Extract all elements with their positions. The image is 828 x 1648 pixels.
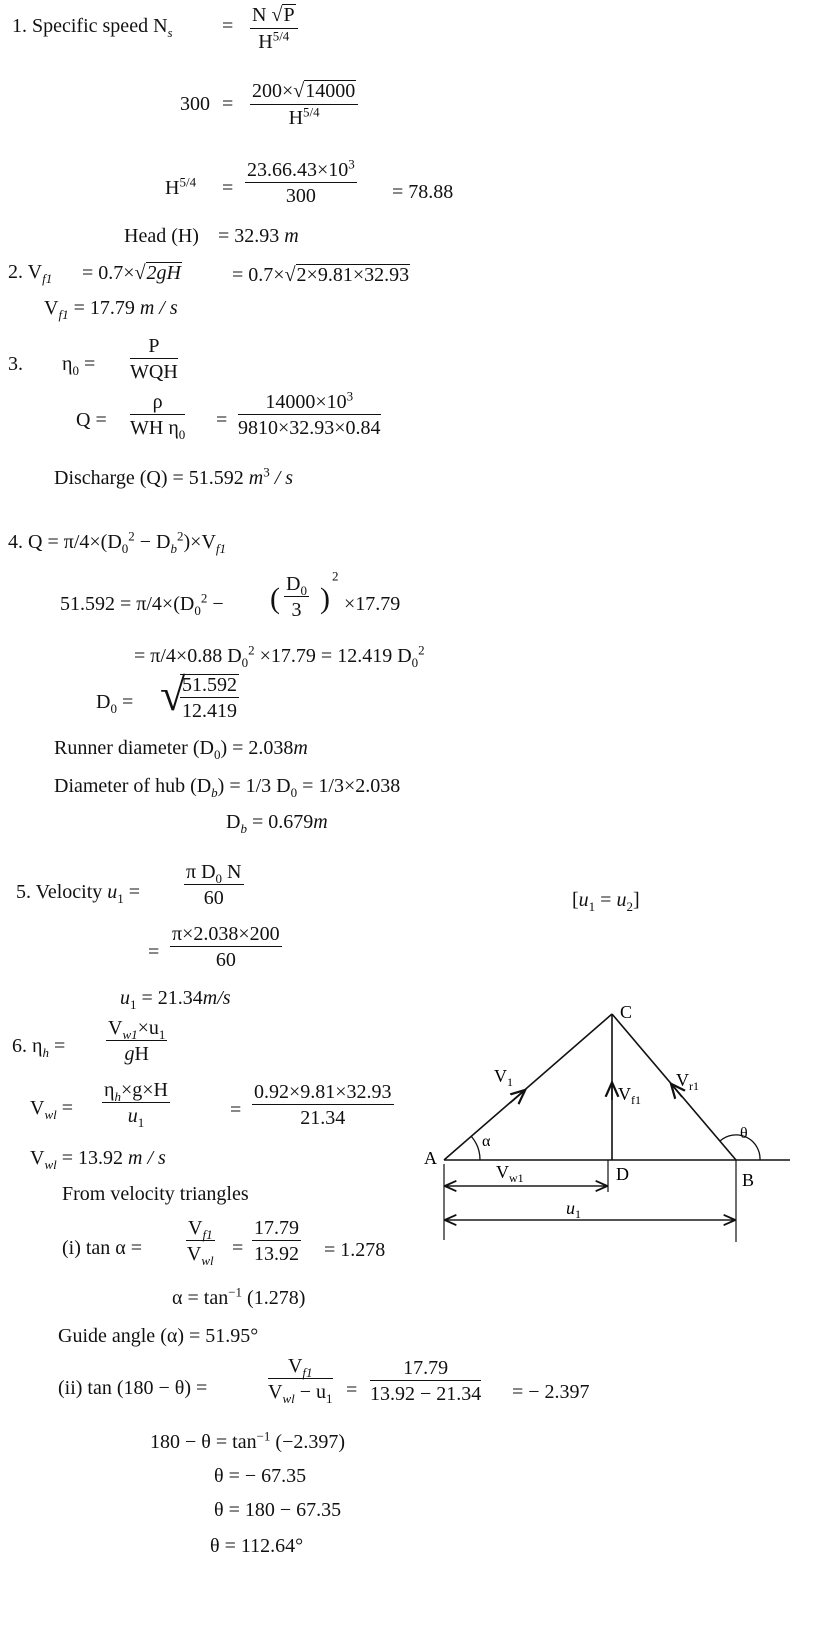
label-theta: θ [740,1125,748,1142]
theta-result: θ = 112.64° [210,1535,304,1557]
velocity-label: 5. Velocity $u_1$ = [16,881,141,906]
specific-speed-label: 1. Specific speed $N_s$ [12,15,173,40]
vw1-result: $V_{wl} = 13.92$ m / s [30,1147,166,1172]
h-power-fraction: $\frac{23.66.43\times 10^3}{300}$ [247,156,355,207]
u1-u2-note: $[u_1 = u_2]$ [572,889,640,914]
alpha-inverse: $\alpha = \tan^{-1} (1.278)$ [172,1284,306,1309]
u1-fraction-num: $\frac{\pi\times 2.038\times 200}{60}$ [172,923,280,971]
tan-alpha-fraction-num: $\frac{17.79}{13.92}$ [254,1217,299,1265]
v1-arrow-icon [510,1091,524,1103]
head-label: Head (H) [124,225,199,247]
item-3-label: 3. [8,353,23,375]
alpha-arc [471,1136,480,1160]
q-fraction-num: $\frac{14000\times 10^3}{9810\times 32.93\times 0.84}$ [238,388,381,439]
u1-fraction: $\frac{\pi D_0 N}{60}$ [186,861,242,909]
tan-alpha-fraction: $V_{f1}$ $V_{wl}$ [186,1217,214,1268]
label-a: A [424,1148,437,1168]
theta-step-2: θ = − 67.35 [214,1465,307,1487]
q-area-eq-3: = π/4×0.88 $D_0^2 \times 17.79 = 12.419$ $D_0^2$ [134,642,425,670]
label-v1: $V_1$ [494,1066,513,1089]
ns-fraction-2: $\frac{200\times√14000}{H^{5/4}}$ [250,80,358,128]
label-c: C [620,1002,633,1022]
q-fraction: $\frac{\rho}{WH \eta_0}$ [130,391,186,442]
ns-value: 300 [180,93,210,115]
equals: = [222,15,234,37]
discharge-result: Discharge (Q) = 51.592 $m^3$ / s [54,464,294,489]
v1-line [444,1014,612,1160]
h-power-lhs: $H^{5/4}$ [165,174,197,199]
theta-step-3: θ = 180 − 67.35 [214,1499,342,1521]
vf1-label: 2. $V_{f1}$ [8,261,53,286]
hub-diameter: Diameter of hub $(D_b) = 1/3$ $D_0 = 1/3\times 2.038$ [54,775,401,800]
tan-theta-result: = − 2.397 [512,1381,590,1403]
label-alpha: α [482,1133,491,1150]
q-area-eq: 4. $Q = \pi/4\times(D_0^2 - D_b^2)\times V_{f1}$ [8,528,227,556]
from-velocity-triangles: From velocity triangles [62,1183,249,1205]
vf1-result: $V_{f1} = 17.79$ m / s [44,297,178,322]
eta0-fraction: P WQH [130,335,178,383]
label-u1: $u_1$ [566,1198,581,1221]
head-value: = 32.93 m [218,225,299,247]
runner-diameter: Runner diameter $(D_0) = 2.038m$ [54,737,308,762]
label-vw1: $V_{w1}$ [496,1162,524,1185]
vw1-lhs: $V_{wl}$ = [30,1097,74,1122]
tan-alpha-label: (i) tan α = [62,1237,143,1259]
label-b: B [742,1170,755,1190]
guide-angle: Guide angle (α) = 51.95° [58,1325,259,1347]
vw1-fraction: $\frac{\eta_h\times g\times H}{u_1}$ [104,1079,168,1130]
d0-over-3: $\frac{D_0}{3}$ [286,573,307,621]
eta0: $\eta_0$ = [62,353,96,378]
tan-theta-fraction: $V_{f1}$ $V_{wl} - u_1$ [268,1355,333,1406]
solution-page: 1. Specific speed $N_s$ = $\frac{N √P}{H^{5/4}}$ 300 = $\frac{200\times√14000}{H^{5/4}}$ $H^{5/4}$ = $\frac{23.66.43\times 10^3}{300}$ = 78.88 Head (H) = 32.93 m 2. $V_{f1}$ = 0.7×√2gH = 0.7×√2×9.81×32.93 $V_{f1} = 17.79$ m / s 3. $\eta_0$ = P WQH Q = $\frac{\rho}{WH \eta_0}$ = $\frac{14000\times 10^3}{9810\times 32.93\times 0.84}$ Discharge (Q) = 51.592 $m^3$ / s 4. $Q = \pi/4\times(D_0^2 - D_b^2)\times V_{f1}$ $51.592 = \pi/4\times(D_0^2$ − ( $\frac{D_0}{3}$ ) $^2$ ×17.79 = π/4×0.88 $D_0^2 \times 17.79 = 12.419$ $D_0^2$ $D_0$ = √ $\frac{51.592}{12.419}$ Runner diameter $(D_0) = 2.038m$ Diameter of hub $(D_b) = 1/3$ $D_0 = 1/3\times 2.038$ $D_b = 0.679m$ 5. Velocity $u_1$ = $\frac{\pi D_0 N}{60}$ $[u_1 = u_2]$ = $\frac{\pi\times 2.038\times 200}{60}$ $u_1 = 21.34m/s$ 6. $\eta_h$ = $\frac{V_{w1}\times u_1}{gH}$ $V_{wl}$ = $\frac{\eta_h\times g\times H}{u_1}$ = $\frac{0.92\times 9.81\times 32.93}{21.34}$ $V_{wl} = 13.92$ m / s From velocity triangles (i) tan α = $V_{f1}$ $V_{wl}$ = $\frac{17.79}{13.92}$ = 1.278 $\alpha = \tan^{-1} (1.278)$ Guide angle (α) = 51.95° (ii) tan (180 − θ) = $V_{f1}$ $V_{wl} - u_1$ = $\frac{17.79}{13.92 - 21.34}$ = − 2.397 $180 - \theta = \tan^{-1} (-2.397)$ θ = − 67.35 θ = 180 − 67.35 θ = 112.64° A B C D $V_1$ $V_{f1}$ $V_{r1}$ $V_{w1}$ $u_1$ α θ [0,0,828,1648]
theta-step-1: $180 - \theta = \tan^{-1} (-2.397)$ [150,1428,346,1453]
h-power-result: = 78.88 [392,181,454,203]
vf1-formula: = 0.7×√2gH [82,262,181,284]
tan-theta-fraction-num: $\frac{17.79}{13.92 - 21.34}$ [370,1357,482,1405]
tan-alpha-result: = 1.278 [324,1239,386,1261]
d0-sqrt-fraction: $\frac{51.592}{12.419}$ [182,674,237,722]
vf1-formula-num: = 0.7×√2×9.81×32.93 [232,264,410,286]
q-area-eq-2: $51.592 = \pi/4\times(D_0^2$ − [60,590,224,618]
vw1-fraction-num: $\frac{0.92\times 9.81\times 32.93}{21.34}$ [254,1081,392,1129]
label-vr1: $V_{r1}$ [676,1070,699,1093]
db-result: $D_b = 0.679m$ [226,811,328,836]
ns-fraction: $\frac{N √P}{H^{5/4}}$ [250,4,298,52]
eta-h-fraction: $\frac{V_{w1}\times u_1}{gH}$ [108,1017,166,1065]
q-lhs: Q = [76,409,107,431]
tan-theta-label: (ii) tan (180 − θ) = [58,1377,208,1399]
label-vf1: $V_{f1}$ [618,1084,641,1107]
label-d: D [616,1164,629,1184]
eta-h-label: 6. $\eta_h$ = [12,1035,66,1060]
d0-lhs: $D_0$ = [96,691,134,716]
velocity-triangle-diagram [420,1000,820,1260]
u1-result: $u_1 = 21.34m/s$ [120,987,231,1012]
